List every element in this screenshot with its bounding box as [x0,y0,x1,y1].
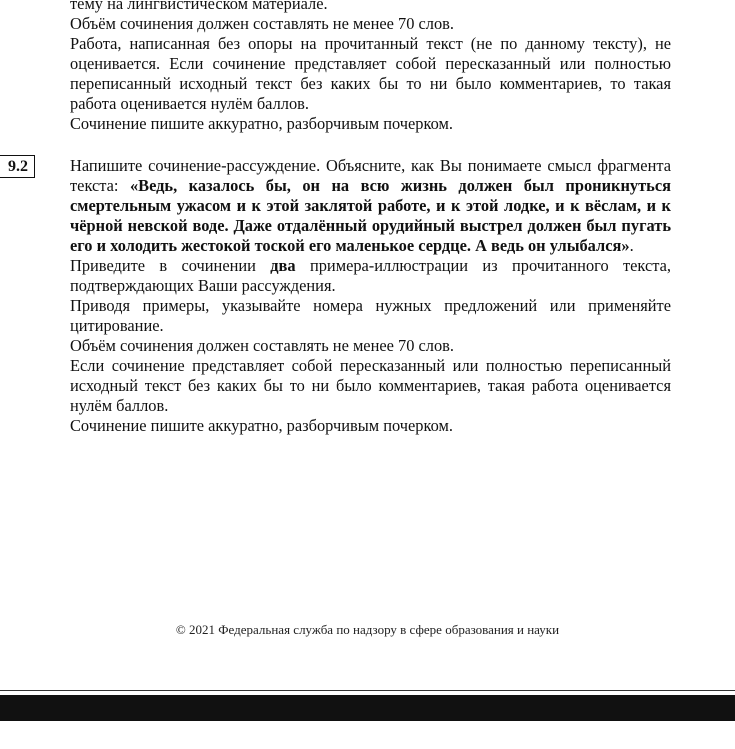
task-number-box: 9.2 [0,155,35,178]
cut-line: тему на лингвистическом материале. [70,0,328,13]
task-quote: «Ведь, казалось бы, он на всю жизнь должен был проникнуться смертельным ужасом и к этой заклятой работе, и к этой лодке, и к вёслам, и к чёрной невской воде. Даже отдалённый орудийный выстрел должен был пугать его и холодить жестокой тоской его маленькое сердце. А ведь он улыбался» [70,176,671,255]
examples-count: два [270,256,296,275]
neatness-rule: Сочинение пишите аккуратно, разборчивым почерком. [70,114,453,133]
examples-requirement [70,256,671,296]
examples-post: примера-иллюстрации из прочитанного текста, подтверждающих Ваши рассуждения. [70,256,671,295]
copyright-footer: © 2021 Федеральная служба по надзору в сфере образования и науки [175,622,560,637]
neatness-rule: Сочинение пишите аккуратно, разборчивым почерком. [70,416,453,435]
task-intro: Напишите сочинение-рассуждение. Объясните, как Вы понимаете смысл фрагмента текста: [70,156,671,195]
previous-task-rules [70,0,671,134]
task-quote-end: . [629,236,634,255]
volume-requirement: Объём сочинения должен составлять не менее 70 слов. [70,14,454,33]
page-edge-line [0,690,735,691]
retell-rule: Если сочинение представляет собой пересказанный или полностью переписанный исходный текст без каких бы то ни было комментариев, такая работа оценивается нулём баллов. [70,356,671,415]
volume-requirement: Объём сочинения должен составлять не менее 70 слов. [70,336,454,355]
task-9-2 [70,156,671,436]
task-prompt [70,156,671,256]
examples-pre: Приведите в сочинении [70,256,271,275]
not-based-rule: Работа, написанная без опоры на прочитанный текст (не по данному тексту), не оценивается. Если сочинение представляет собой пересказанный или полностью переписанный исходный текст без каких бы то ни было комментариев, то такая работа оценивается нулём баллов. [70,34,671,113]
citation-rule: Приводя примеры, указывайте номера нужных предложений или применяйте цитирование. [70,296,671,335]
page-bottom-bar [0,695,735,721]
